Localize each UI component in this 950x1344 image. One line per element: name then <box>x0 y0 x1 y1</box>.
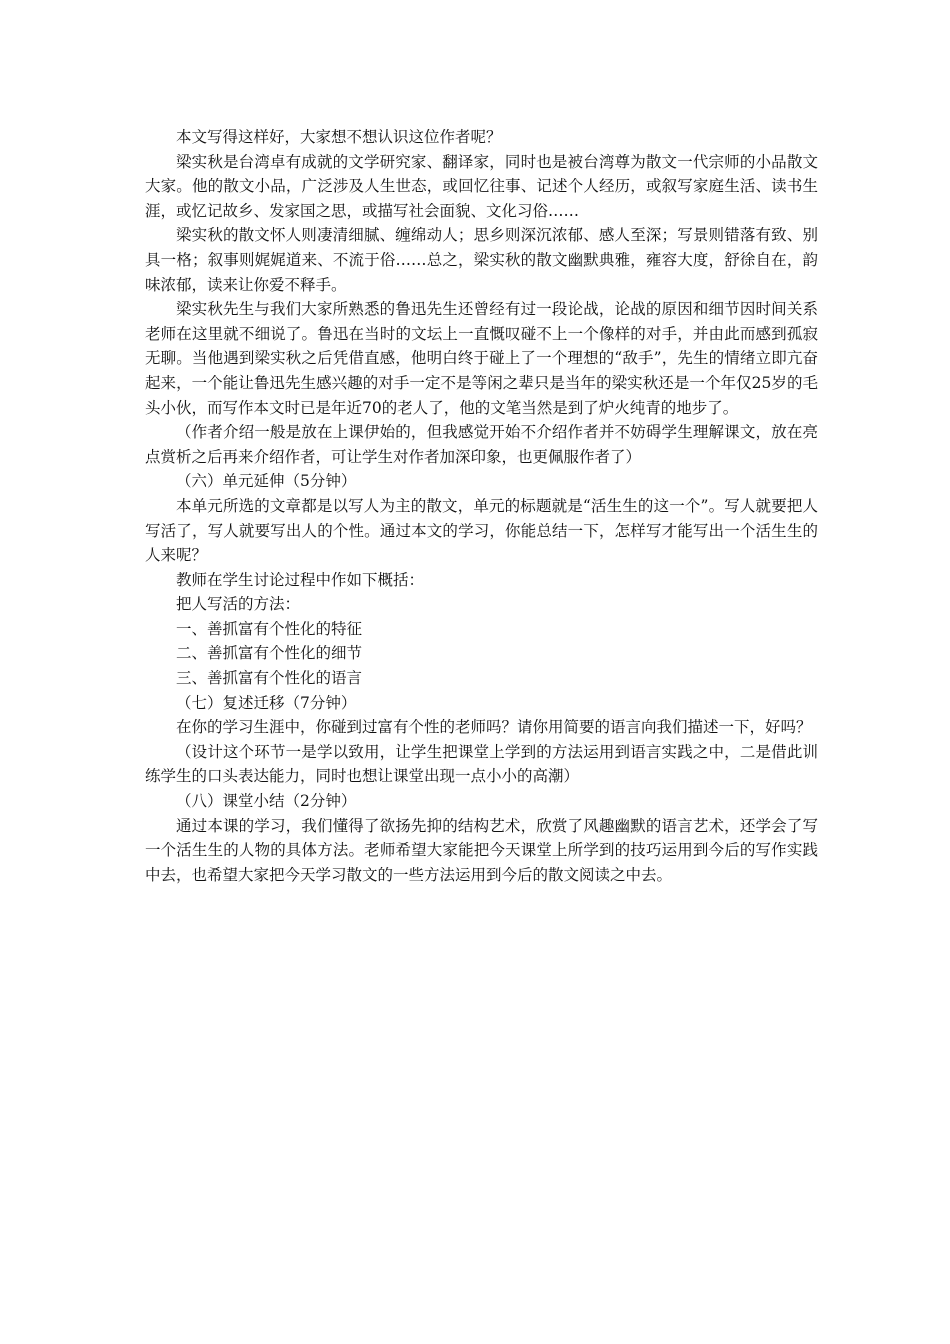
paragraph-author-intro: 梁实秋是台湾卓有成就的文学研究家、翻译家，同时也是被台湾尊为散文一代宗师的小品散文大家。他的散文小品，广泛涉及人生世态，或回忆往事、记述个人经历，或叙写家庭生活、读书生涯，或忆记故乡、发家国之思，或描写社会面貌、文化习俗…… <box>145 152 818 220</box>
paragraph-design-note-author: （作者介绍一般是放在上课伊始的，但我感觉开始不介绍作者并不妨碍学生理解课文，放在亮点赏析之后再来介绍作者，可让学生对作者加深印象，也更佩服作者了） <box>145 423 818 466</box>
paragraph-unit-extension: 本单元所选的文章都是以写人为主的散文，单元的标题就是“活生生的这一个”。写人就要把人写活了，写人就要写出人的个性。通过本文的学习，你能总结一下，怎样写才能写出一个活生生的人来呢？ <box>145 496 818 565</box>
paragraph-retell-question: 在你的学习生涯中，你碰到过富有个性的老师吗？请你用简要的语言向我们描述一下，好吗？ <box>176 718 812 737</box>
section-heading-unit-extension: （六）单元延伸（5分钟） <box>176 472 357 491</box>
paragraph-methods-title: 把人写活的方法： <box>176 595 301 614</box>
list-item-method-3: 三、善抓富有个性化的语言 <box>176 669 363 688</box>
paragraph-design-note-retell: （设计这个环节一是学以致用，让学生把课堂上学到的方法运用到语言实践之中，二是借此训练学生的口头表达能力，同时也想让课堂出现一点小小的高潮） <box>145 742 818 786</box>
paragraph-author-question: 本文写得这样好，大家想不想认识这位作者呢？ <box>176 128 502 146</box>
document-body <box>145 125 818 887</box>
list-item-method-2: 二、善抓富有个性化的细节 <box>176 644 363 663</box>
paragraph-class-summary: 通过本课的学习，我们懂得了欲扬先抑的结构艺术，欣赏了风趣幽默的语言艺术，还学会了写一个活生生的人物的具体方法。老师希望大家能把今天课堂上所学到的技巧运用到今后的写作实践中去，也希望大家把今天学习散文的一些方法运用到今后的散文阅读之中去。 <box>145 816 818 884</box>
section-heading-class-summary: （八）课堂小结（2分钟） <box>176 792 357 811</box>
list-item-method-1: 一、善抓富有个性化的特征 <box>176 619 363 638</box>
section-heading-retell-transfer: （七）复述迁移（7分钟） <box>176 693 357 712</box>
paragraph-debate-luxun: 梁实秋先生与我们大家所熟悉的鲁迅先生还曾经有过一段论战，论战的原因和细节因时间关系老师在这里就不细说了。鲁迅在当时的文坛上一直慨叹碰不上一个像样的对手，并由此而感到孤寂无聊。当他遇到梁实秋之后凭借直感，他明白终于碰上了一个理想的“敌手”，先生的情绪立即亢奋起来，一个能让鲁迅先生感兴趣的对手一定不是等闲之辈只是当年的梁实秋还是一个年仅25岁的毛头小伙，而写作本文时已是年近70的老人了，他的文笔当然是到了炉火纯青的地步了。 <box>145 300 818 417</box>
paragraph-prose-style: 梁实秋的散文怀人则凄清细腻、缠绵动人；思乡则深沉浓郁、感人至深；写景则错落有致、别具一格；叙事则娓娓道来、不流于俗……总之，梁实秋的散文幽默典雅，雍容大度，舒徐自在，韵味浓郁，读来让你爱不释手。 <box>145 226 818 294</box>
paragraph-teacher-summary: 教师在学生讨论过程中作如下概括： <box>176 570 425 589</box>
